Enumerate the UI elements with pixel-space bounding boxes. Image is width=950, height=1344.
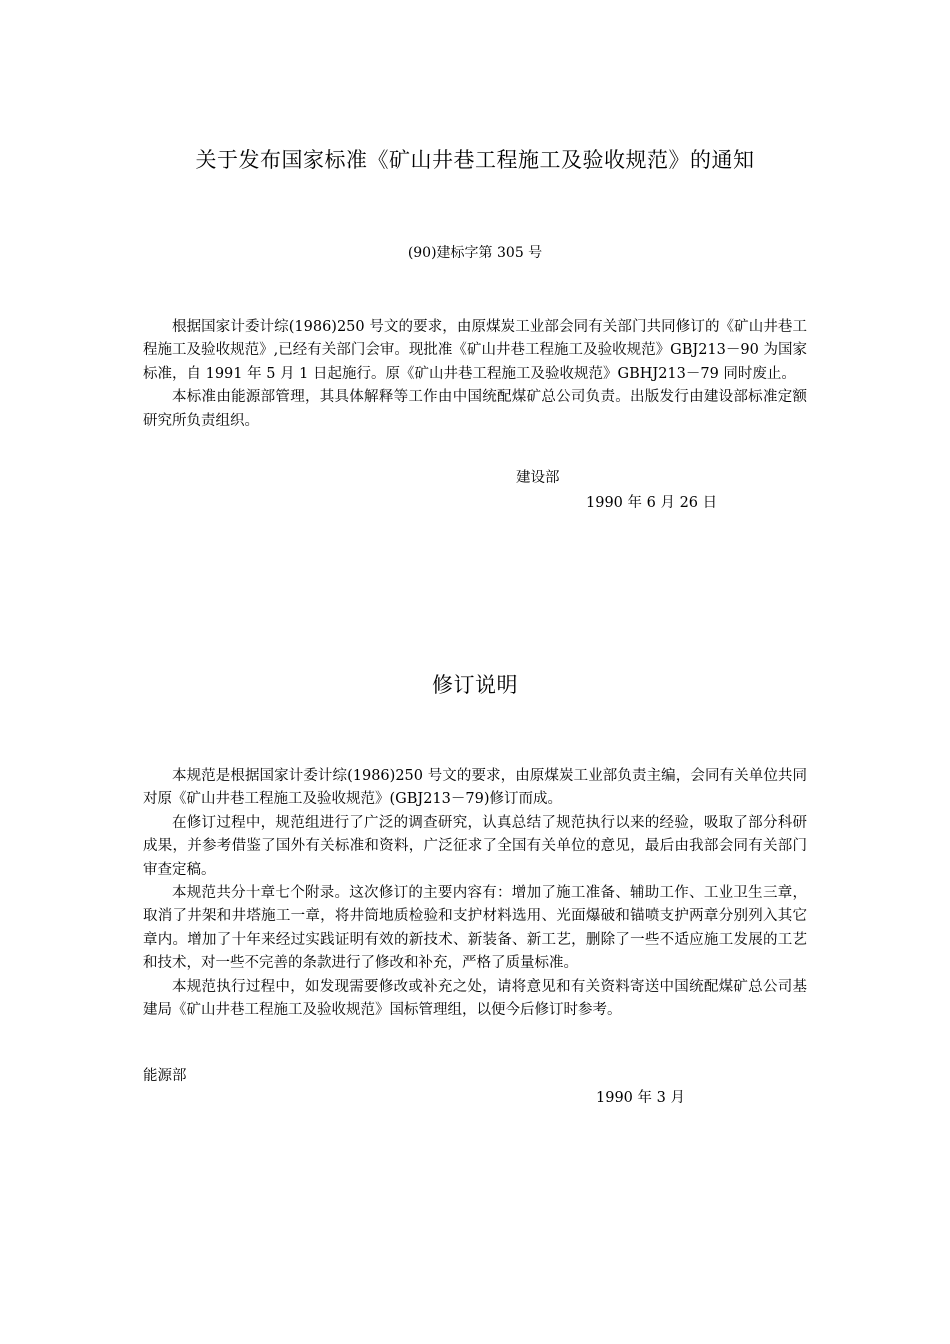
revision-paragraph: 本规范是根据国家计委计综(1986)250 号文的要求，由原煤炭工业部负责主编，会同有关单位共同对原《矿山井巷工程施工及验收规范》(GBJ213－79)修订而成。 xyxy=(143,768,807,808)
revision-paragraph: 本规范执行过程中，如发现需要修改或补充之处，请将意见和有关资料寄送中国统配煤矿总公司基建局《矿山井巷工程施工及验收规范》国标管理组，以便今后修订时参考。 xyxy=(143,978,807,1019)
revision-date: 1990 年 3 月 xyxy=(596,1090,685,1106)
notice-body xyxy=(143,316,807,433)
notice-paragraph: 本标准由能源部管理，其具体解释等工作由中国统配煤矿总公司负责。出版发行由建设部标准定额研究所负责组织。 xyxy=(143,389,807,429)
revision-issuer: 能源部 xyxy=(143,1068,187,1084)
notice-date: 1990 年 6 月 26 日 xyxy=(586,495,718,511)
notice-doc-number: (90)建标字第 305 号 xyxy=(407,245,543,261)
revision-title: 修订说明 xyxy=(432,673,518,697)
revision-body xyxy=(143,765,807,1022)
notice-title: 关于发布国家标准《矿山井巷工程施工及验收规范》的通知 xyxy=(195,148,755,172)
notice-issuer: 建设部 xyxy=(516,470,560,486)
revision-paragraph: 本规范共分十章七个附录。这次修订的主要内容有：增加了施工准备、辅助工作、工业卫生三章，取消了井架和井塔施工一章，将井筒地质检验和支护材料选用、光面爆破和锚喷支护两章分别列入其它章内。增加了十年来经过实践证明有效的新技术、新装备、新工艺，删除了一些不适应施工发展的工艺和技术，对一些不完善的条款进行了修改和补充，严格了质量标准。 xyxy=(143,885,807,972)
revision-paragraph: 在修订过程中，规范组进行了广泛的调查研究，认真总结了规范执行以来的经验，吸取了部分科研成果，并参考借鉴了国外有关标准和资料，广泛征求了全国有关单位的意见，最后由我部会同有关部门审查定稿。 xyxy=(143,814,807,878)
notice-paragraph: 根据国家计委计综(1986)250 号文的要求，由原煤炭工业部会同有关部门共同修订的《矿山井巷工程施工及验收规范》,已经有关部门会审。现批准《矿山井巷工程施工及验收规范》GBJ213－90 为国家标准，自 1991 年 5 月 1 日起施行。原《矿山井巷工程施工及验收规范》GBHJ213－79 同时废止。 xyxy=(143,319,807,382)
